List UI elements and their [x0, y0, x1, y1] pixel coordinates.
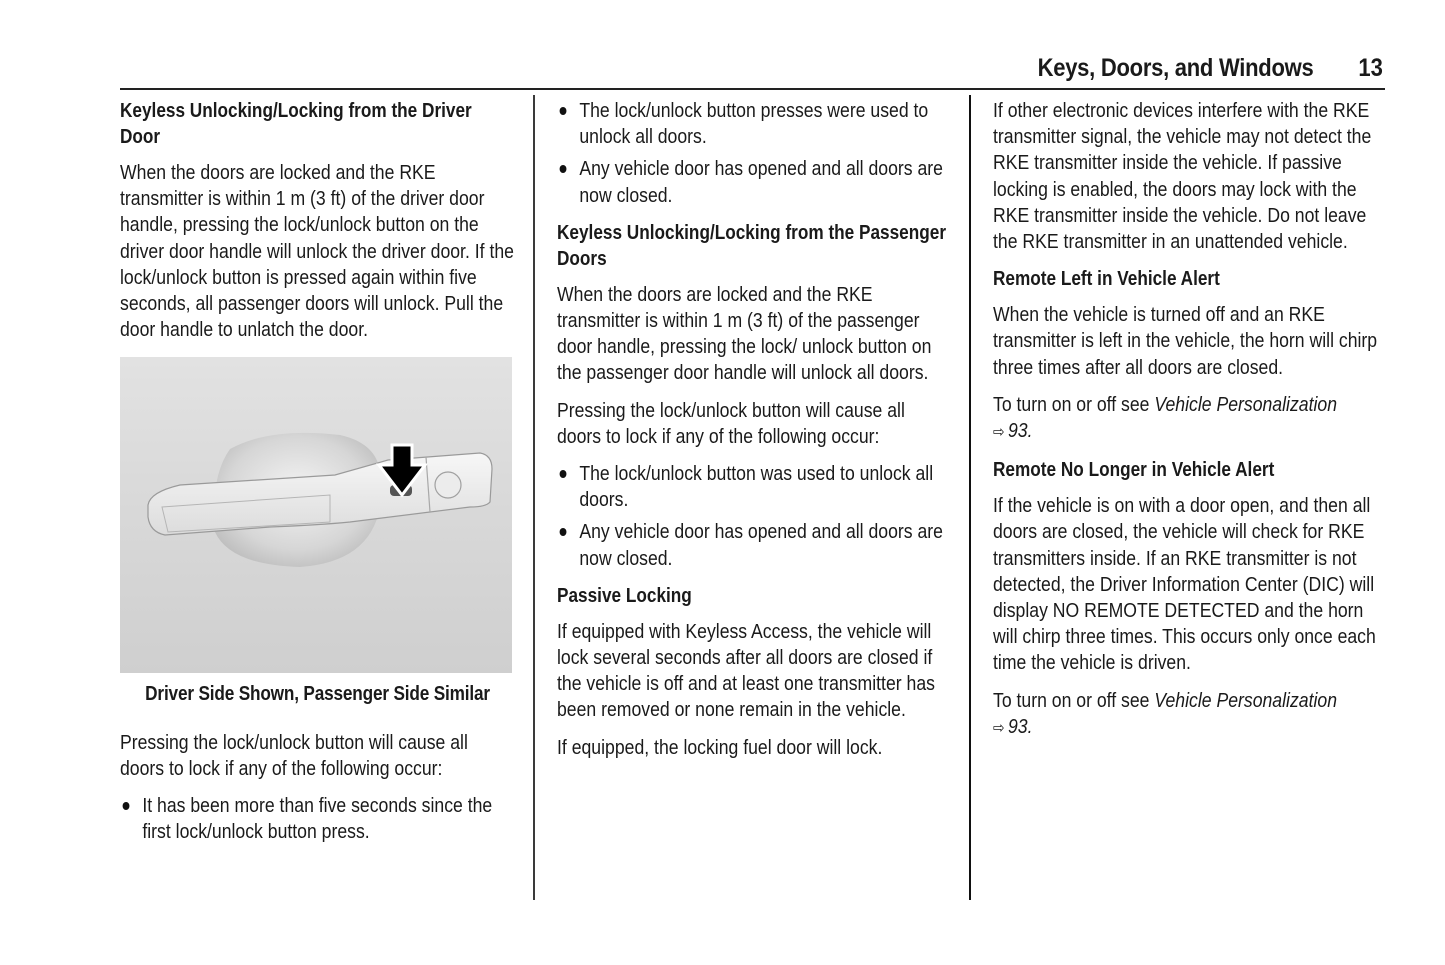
paragraph: If the vehicle is on with a door open, and then all doors are closed, the vehicle will check for RKE transmitters inside. If an RKE transmitter is not detected, the Driver Information Center (DIC) will display NO REMOTE DETECTED and the horn will chirp three times. This occurs only once each time the vehicle is driven.: [993, 494, 1376, 675]
paragraph: Pressing the lock/unlock button will cause all doors to lock if any of the following occur:: [120, 730, 468, 780]
list-item: The lock/unlock button presses were used to unlock all doors.: [557, 98, 952, 150]
column-divider: [969, 95, 971, 900]
key-cylinder: [435, 472, 461, 498]
bullet-icon: [560, 107, 567, 115]
bullet-list: [120, 793, 515, 845]
page-reference-arrow-icon: ⇨: [993, 719, 1005, 737]
cross-reference: To turn on or off see Vehicle Personalization ⇨ 93.: [993, 392, 1337, 443]
list-item: It has been more than five seconds since the first lock/unlock button press.: [120, 793, 515, 845]
column-3: [993, 98, 1388, 753]
running-header: [120, 52, 1385, 90]
chapter-title: Keys, Doors, and Windows: [1037, 54, 1313, 82]
door-handle-illustration: [120, 357, 512, 673]
column-1: [120, 98, 515, 856]
section-heading: Keyless Unlocking/Locking from the Passenger Doors: [557, 221, 947, 270]
paragraph: If equipped, the locking fuel door will lock.: [557, 735, 883, 759]
door-handle-drawing: [120, 357, 512, 673]
paragraph: When the vehicle is turned off and an RKE transmitter is left in the vehicle, the horn will chirp three times after all doors are closed.: [993, 303, 1378, 379]
bullet-icon: [123, 802, 130, 810]
bullet-icon: [560, 528, 567, 536]
list-item: Any vehicle door has opened and all doors are now closed.: [557, 156, 952, 208]
column-divider: [533, 95, 535, 900]
page-number: 13: [1358, 54, 1383, 82]
section-heading: Remote Left in Vehicle Alert: [993, 268, 1220, 291]
section-heading: Passive Locking: [557, 584, 692, 607]
paragraph: If equipped with Keyless Access, the vehicle will lock several seconds after all doors are closed if the vehicle is off and at least one transmitter has been removed or none remain in the vehicle.: [557, 619, 935, 722]
xref-page[interactable]: 93.: [1007, 714, 1033, 738]
list-item: The lock/unlock button was used to unlock all doors.: [557, 461, 952, 513]
cross-reference: To turn on or off see Vehicle Personalization ⇨ 93.: [993, 688, 1337, 738]
bullet-icon: [560, 165, 567, 173]
paragraph: When the doors are locked and the RKE transmitter is within 1 m (3 ft) of the driver door handle, pressing the lock/unlock button on the driver door handle will unlock the driver door. If the lock/unlock button is pressed again within five seconds, all passenger doors will unlock. Pull the door handle to unlatch the door.: [120, 161, 514, 342]
list-item: Any vehicle door has opened and all doors are now closed.: [557, 519, 952, 571]
xref-page[interactable]: 93.: [1007, 419, 1033, 443]
paragraph: When the doors are locked and the RKE transmitter is within 1 m (3 ft) of the passenger door handle, pressing the lock/ unlock button on the passenger door handle will unlock all doors.: [557, 282, 932, 385]
paragraph: Pressing the lock/unlock button will cause all doors to lock if any of the following occur:: [557, 398, 905, 448]
page-reference-arrow-icon: ⇨: [993, 424, 1005, 442]
xref-link[interactable]: Vehicle Personalization: [1154, 688, 1337, 712]
bullet-list: [557, 98, 952, 209]
section-heading: Remote No Longer in Vehicle Alert: [993, 459, 1275, 482]
figure-caption: Driver Side Shown, Passenger Side Similar: [145, 683, 490, 706]
column-2: [557, 98, 952, 772]
xref-link[interactable]: Vehicle Personalization: [1154, 392, 1337, 416]
paragraph: If other electronic devices interfere with the RKE transmitter signal, the vehicle may not detect the RKE transmitter inside the vehicle. If passive locking is enabled, the doors may lock with the RKE transmitter inside the vehicle. Do not leave the RKE transmitter in an unattended vehicle.: [993, 99, 1372, 254]
bullet-icon: [560, 470, 567, 478]
section-heading: Keyless Unlocking/Locking from the Driver Door: [120, 100, 472, 148]
bullet-list: [557, 461, 952, 572]
